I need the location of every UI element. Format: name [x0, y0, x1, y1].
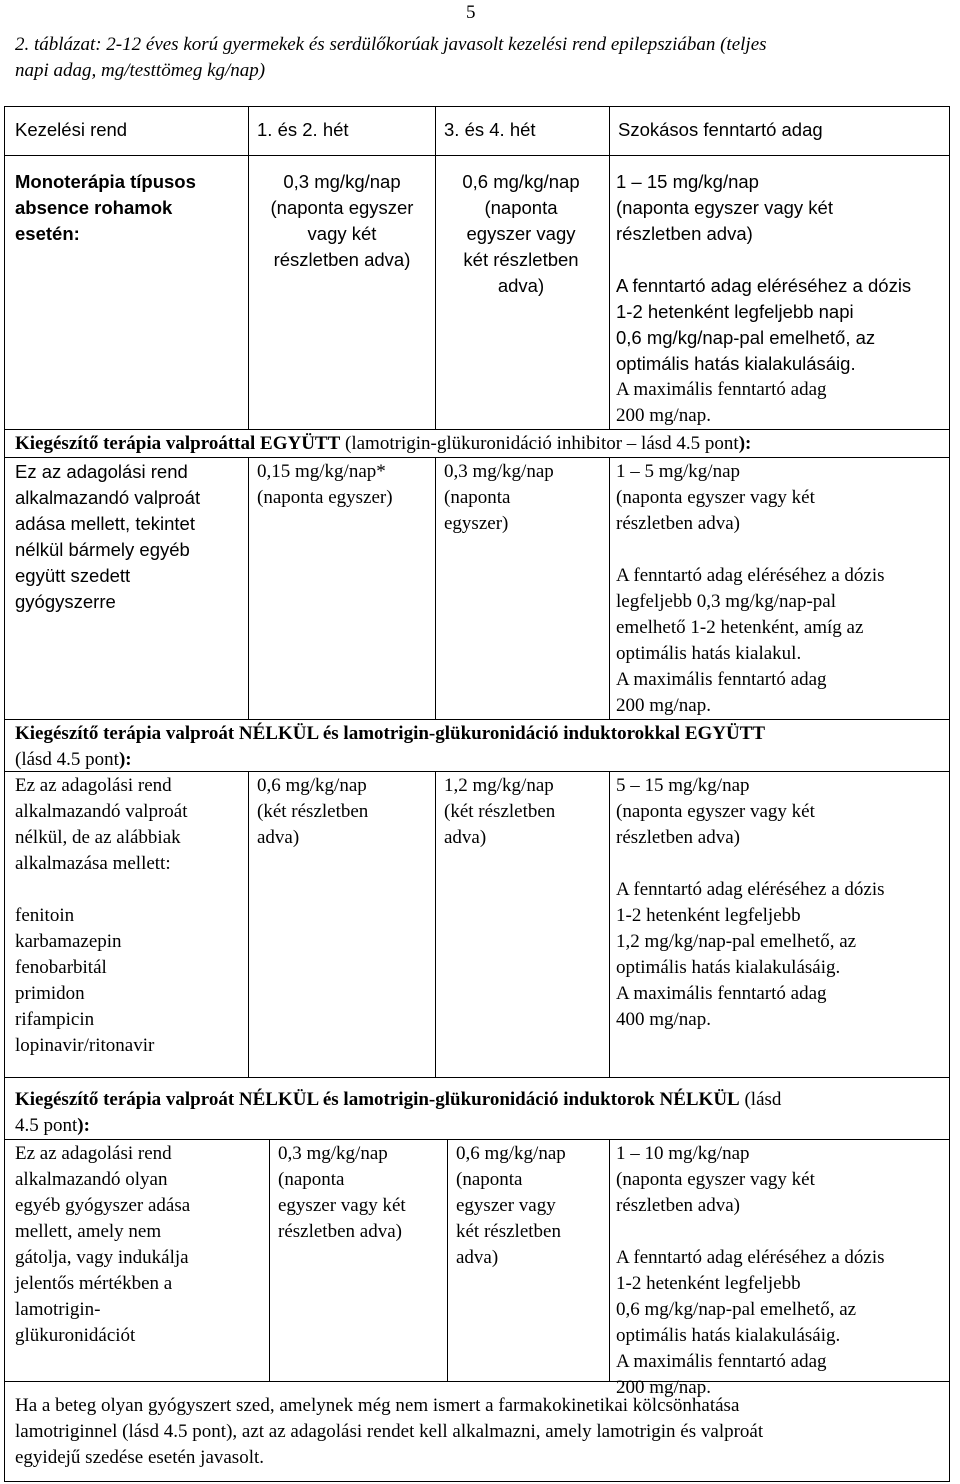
section4-title-line1-bold: Kiegészítő terápia valproát NÉLKÜL és lamotrigin-glükuronidáció induktorok NÉLKÜL: [15, 1089, 740, 1110]
text-line: 0,3 mg/kg/nap: [283, 171, 401, 192]
col-divider: [609, 155, 610, 429]
page-number: 5: [466, 2, 476, 23]
text-line: 1 – 5 mg/kg/nap: [616, 461, 741, 482]
text-line: adva): [497, 275, 545, 296]
text-line: optimális hatás kialakulásáig.: [616, 957, 841, 978]
text-line: egyidejű szedése esetén javasolt.: [15, 1447, 265, 1468]
section3-week-3-4: [444, 773, 555, 851]
col-divider: [248, 771, 249, 1077]
text-line: optimális hatás kialakul.: [616, 643, 802, 664]
section4-title-line2-end: ):: [77, 1115, 90, 1136]
section4-title-line1-rest: (lásd: [739, 1089, 782, 1110]
col-divider: [609, 1139, 610, 1381]
text-line: 1,2 mg/kg/nap-pal emelhető, az: [616, 931, 857, 952]
text-line: emelhető 1-2 hetenként, amíg az: [616, 617, 864, 638]
text-line: lamotriginnel (lásd 4.5 pont), azt az adagolási rendet kell alkalmazni, amely lamotrigin és valproát: [15, 1421, 764, 1442]
section4-week-3-4: [456, 1141, 566, 1271]
col-divider: [248, 155, 249, 429]
section2-regimen: [15, 459, 200, 615]
text-line: 1-2 hetenként legfeljebb: [616, 1273, 801, 1294]
section4-regimen: [15, 1141, 190, 1349]
row-divider: [5, 429, 949, 430]
text-line: mellett, amely nem: [15, 1221, 162, 1242]
text-line: (két részletben: [444, 801, 556, 822]
text-line: Ha a beteg olyan gyógyszert szed, amelynek még nem ismert a farmakokinetikai kölcsönhatása: [15, 1395, 740, 1416]
text-line: A fenntartó adag eléréséhez a dózis: [616, 1247, 885, 1268]
text-line: 1-2 hetenként legfeljebb: [616, 905, 801, 926]
col-divider: [435, 107, 436, 155]
text-line: 5 – 15 mg/kg/nap: [616, 775, 750, 796]
section3-title-line2: [15, 747, 945, 773]
row-divider: [5, 1077, 949, 1078]
text-line: 0,15 mg/kg/nap*: [257, 461, 386, 482]
text-line: (naponta egyszer vagy két: [616, 197, 833, 218]
text-line: optimális hatás kialakulásáig.: [616, 353, 856, 374]
text-line: (két részletben: [257, 801, 369, 822]
footer-note: [15, 1393, 945, 1471]
text-line: (naponta: [444, 487, 511, 508]
drug-item: fenitoin: [15, 905, 75, 926]
text-line: 200 mg/nap.: [616, 1377, 711, 1398]
text-line: egyszer vagy: [466, 223, 576, 244]
text-line: nélkül bármely egyéb: [15, 539, 190, 560]
text-line: nélkül, de az alábbiak: [15, 827, 181, 848]
text-line: egyéb gyógyszer adása: [15, 1195, 191, 1216]
col-divider: [435, 155, 436, 429]
text-line: A maximális fenntartó adag: [616, 983, 827, 1004]
dosage-table: [4, 106, 950, 1482]
section3-title: [15, 721, 945, 773]
text-line: részletben adva): [616, 223, 753, 244]
row-divider: [5, 457, 949, 458]
text-line: részletben adva): [616, 513, 740, 534]
row-divider: [5, 1139, 949, 1140]
section1-maintenance: [616, 169, 911, 429]
text-line: (naponta egyszer vagy két: [616, 801, 815, 822]
text-line: legfeljebb 0,3 mg/kg/nap-pal: [616, 591, 837, 612]
section4-title-line1: [15, 1087, 945, 1113]
header-week-3-4: 3. és 4. hét: [444, 119, 536, 140]
section2-week-3-4: [444, 459, 554, 537]
text-line: 0,6 mg/kg/nap-pal emelhető, az: [616, 1299, 857, 1320]
text-line: részletben adva): [616, 827, 740, 848]
text-line: (naponta egyszer vagy két: [616, 487, 815, 508]
text-line: A fenntartó adag eléréséhez a dózis: [616, 879, 885, 900]
section2-title-rest: (lamotrigin-glükuronidáció inhibitor – lásd 4.5 pont: [340, 433, 739, 454]
text-line: 200 mg/nap.: [616, 405, 711, 426]
section3-maintenance: [616, 773, 885, 1033]
section2-maintenance: [616, 459, 885, 719]
text-line: 400 mg/nap.: [616, 1009, 711, 1030]
text-line: A maximális fenntartó adag: [616, 379, 827, 400]
section4-week-1-2: [278, 1141, 406, 1245]
text-line: glükuronidációt: [15, 1325, 136, 1346]
text-line: 1-2 hetenként legfeljebb napi: [616, 301, 854, 322]
text-line: 1 – 15 mg/kg/nap: [616, 171, 759, 192]
text-line: alkalmazása mellett:: [15, 853, 171, 874]
text-line: két részletben: [456, 1221, 561, 1242]
text-line: Monoterápia típusos: [15, 171, 196, 192]
drug-item: rifampicin: [15, 1009, 95, 1030]
text-line: (naponta: [456, 1169, 523, 1190]
text-line: adva): [257, 827, 300, 848]
col-divider: [435, 771, 436, 1077]
section4-title-line2: [15, 1113, 945, 1139]
text-line: A maximális fenntartó adag: [616, 669, 827, 690]
text-line: jelentős mértékben a: [15, 1273, 173, 1294]
col-divider: [447, 1139, 448, 1381]
text-line: (naponta: [278, 1169, 345, 1190]
drug-item: lopinavir/ritonavir: [15, 1035, 155, 1056]
section3-title-line2-pre: (lásd 4.5 pont: [15, 749, 119, 770]
text-line: gyógyszerre: [15, 591, 116, 612]
text-line: 0,6 mg/kg/nap-pal emelhető, az: [616, 327, 876, 348]
text-line: optimális hatás kialakulásáig.: [616, 1325, 841, 1346]
section2-title-end: ):: [738, 433, 752, 454]
text-line: esetén:: [15, 223, 80, 244]
section3-week-1-2: [257, 773, 368, 851]
col-divider: [248, 107, 249, 155]
col-divider: [609, 107, 610, 155]
col-divider: [269, 1139, 270, 1381]
text-line: adva): [456, 1247, 499, 1268]
section3-title-line2-end: ):: [118, 749, 132, 770]
drug-item: fenobarbitál: [15, 957, 107, 978]
col-divider: [609, 771, 610, 1077]
table-caption: [15, 32, 945, 84]
text-line: adva): [444, 827, 487, 848]
text-line: részletben adva): [278, 1221, 402, 1242]
text-line: alkalmazandó valproát: [15, 487, 201, 508]
section1-week-3-4: [441, 169, 601, 299]
section3-title-line1: Kiegészítő terápia valproát NÉLKÜL és lamotrigin-glükuronidáció induktorokkal EGYÜTT: [15, 723, 766, 744]
row-divider: [5, 719, 949, 720]
text-line: (naponta egyszer vagy két: [616, 1169, 815, 1190]
col-divider: [248, 457, 249, 719]
text-line: 1 – 10 mg/kg/nap: [616, 1143, 750, 1164]
text-line: alkalmazandó olyan: [15, 1169, 168, 1190]
section4-maintenance: [616, 1141, 885, 1401]
header-week-1-2: 1. és 2. hét: [257, 119, 349, 140]
text-line: 0,3 mg/kg/nap: [278, 1143, 388, 1164]
text-line: alkalmazandó valproát: [15, 801, 188, 822]
section2-week-1-2: [257, 459, 393, 511]
col-divider: [609, 457, 610, 719]
row-divider: [5, 155, 949, 156]
text-line: részletben adva): [273, 249, 411, 270]
text-line: 1,2 mg/kg/nap: [444, 775, 554, 796]
text-line: (naponta egyszer): [257, 487, 393, 508]
col-divider: [435, 457, 436, 719]
section1-regimen: [15, 169, 196, 247]
section4-title-line2-pre: 4.5 pont: [15, 1115, 78, 1136]
text-line: A fenntartó adag eléréséhez a dózis: [616, 565, 885, 586]
caption-line: napi adag, mg/testtömeg kg/nap): [15, 60, 266, 81]
text-line: Ez az adagolási rend: [15, 1143, 172, 1164]
drug-item: karbamazepin: [15, 931, 122, 952]
text-line: Ez az adagolási rend: [15, 775, 172, 796]
text-line: vagy két: [307, 223, 377, 244]
section4-title: [15, 1087, 945, 1139]
text-line: A fenntartó adag eléréséhez a dózis: [616, 275, 912, 296]
section1-week-1-2: [257, 169, 427, 273]
text-line: 0,6 mg/kg/nap: [456, 1143, 566, 1164]
text-line: részletben adva): [616, 1195, 740, 1216]
text-line: (naponta egyszer: [270, 197, 414, 218]
header-maintenance: Szokásos fenntartó adag: [618, 119, 823, 140]
text-line: adása mellett, tekintet: [15, 513, 195, 534]
text-line: két részletben: [463, 249, 579, 270]
text-line: egyszer): [444, 513, 509, 534]
header-regimen: Kezelési rend: [15, 119, 128, 140]
text-line: 0,3 mg/kg/nap: [444, 461, 554, 482]
text-line: absence rohamok: [15, 197, 173, 218]
section2-title: [15, 431, 945, 457]
text-line: 200 mg/nap.: [616, 695, 711, 716]
text-line: Ez az adagolási rend: [15, 461, 188, 482]
text-line: lamotrigin-: [15, 1299, 101, 1320]
text-line: egyszer vagy: [456, 1195, 556, 1216]
section2-title-bold: Kiegészítő terápia valproáttal EGYÜTT: [15, 433, 341, 454]
text-line: A maximális fenntartó adag: [616, 1351, 827, 1372]
text-line: egyszer vagy két: [278, 1195, 406, 1216]
text-line: 0,6 mg/kg/nap: [462, 171, 580, 192]
text-line: gátolja, vagy indukálja: [15, 1247, 189, 1268]
caption-line: 2. táblázat: 2-12 éves korú gyermekek és serdülőkorúak javasolt kezelési rend epilepsziában (teljes: [15, 34, 767, 55]
drug-item: primidon: [15, 983, 85, 1004]
text-line: (naponta: [484, 197, 558, 218]
text-line: 0,6 mg/kg/nap: [257, 775, 367, 796]
text-line: együtt szedett: [15, 565, 131, 586]
section3-regimen: [15, 773, 188, 1059]
